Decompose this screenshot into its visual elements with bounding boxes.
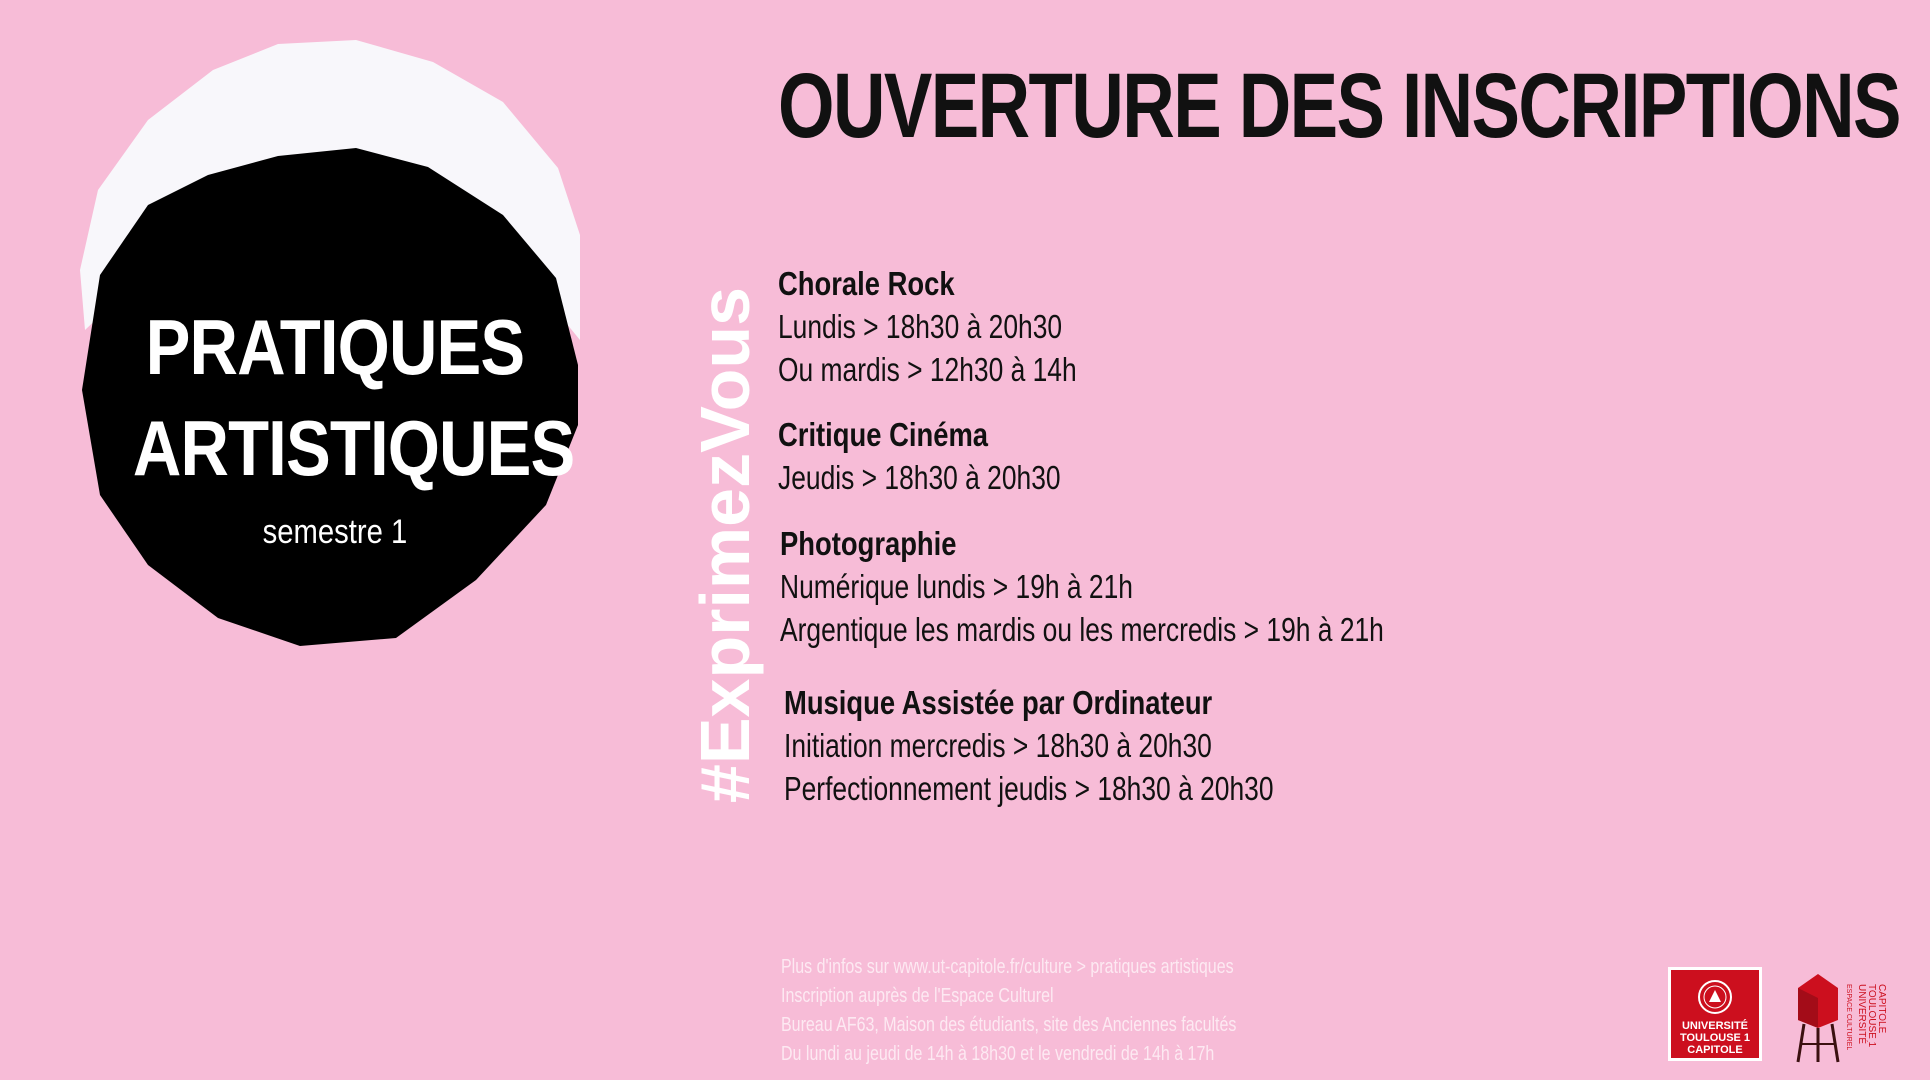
espace-culturel-logo [1790, 972, 1890, 1064]
badge-title-line1: PRATIQUES [145, 303, 525, 391]
activity-chorale-rock [778, 262, 1151, 391]
activity-schedule-line: Initiation mercredis > 18h30 à 20h30 [784, 727, 1212, 764]
activity-photographie [780, 522, 1535, 651]
university-logo-line2: TOULOUSE 1 [1679, 1032, 1751, 1044]
info-line-website: Plus d'infos sur www.ut-capitole.fr/culture > pratiques artistiques [781, 956, 1234, 978]
university-logo-line3: CAPITOLE [1687, 1044, 1743, 1056]
footer-info [781, 953, 1236, 1069]
activity-musique-assistee [784, 681, 1396, 810]
activity-name: Photographie [780, 525, 957, 562]
hashtag-vertical: #ExprimezVous [686, 286, 764, 804]
activity-schedule-line: Perfectionnement jeudis > 18h30 à 20h30 [784, 770, 1274, 807]
university-seal-icon [1696, 978, 1734, 1016]
activity-name: Critique Cinéma [778, 416, 989, 453]
info-line-hours: Du lundi au jeudi de 14h à 18h30 et le vendredi de 14h à 17h [781, 1043, 1215, 1065]
badge-subtitle: semestre 1 [262, 513, 408, 551]
main-title: OUVERTURE DES INSCRIPTIONS [778, 55, 1900, 157]
water-tower-icon [1790, 972, 1846, 1064]
activity-name: Musique Assistée par Ordinateur [784, 684, 1213, 721]
university-logo [1668, 967, 1762, 1061]
activity-critique-cinema [778, 413, 1131, 499]
info-line-registration: Inscription auprès de l'Espace Culturel [781, 985, 1054, 1007]
info-line-office: Bureau AF63, Maison des étudiants, site des Anciennes facultés [781, 1014, 1237, 1036]
university-logo-line1: UNIVERSITÉ [1681, 1020, 1748, 1032]
activity-schedule-line: Jeudis > 18h30 à 20h30 [778, 459, 1061, 496]
badge-black-disc [82, 148, 578, 646]
activity-name: Chorale Rock [778, 265, 955, 302]
activity-schedule-line: Lundis > 18h30 à 20h30 [778, 308, 1063, 345]
activity-schedule-line: Numérique lundis > 19h à 21h [780, 568, 1133, 605]
activity-schedule-line: Ou mardis > 12h30 à 14h [778, 351, 1077, 388]
badge-title-line2: ARTISTIQUES [132, 404, 575, 492]
espace-culturel-small-label: ESPACE CULTUREL [1845, 984, 1852, 1051]
activity-schedule-line: Argentique les mardis ou les mercredis > 19h à 21h [780, 611, 1384, 648]
espace-culturel-label-line3: CAPITOLE [1876, 984, 1887, 1034]
espace-culturel-label-line2: TOULOUSE 1 [1866, 984, 1877, 1048]
espace-culturel-label-line1: UNIVERSITÉ [1856, 984, 1867, 1045]
